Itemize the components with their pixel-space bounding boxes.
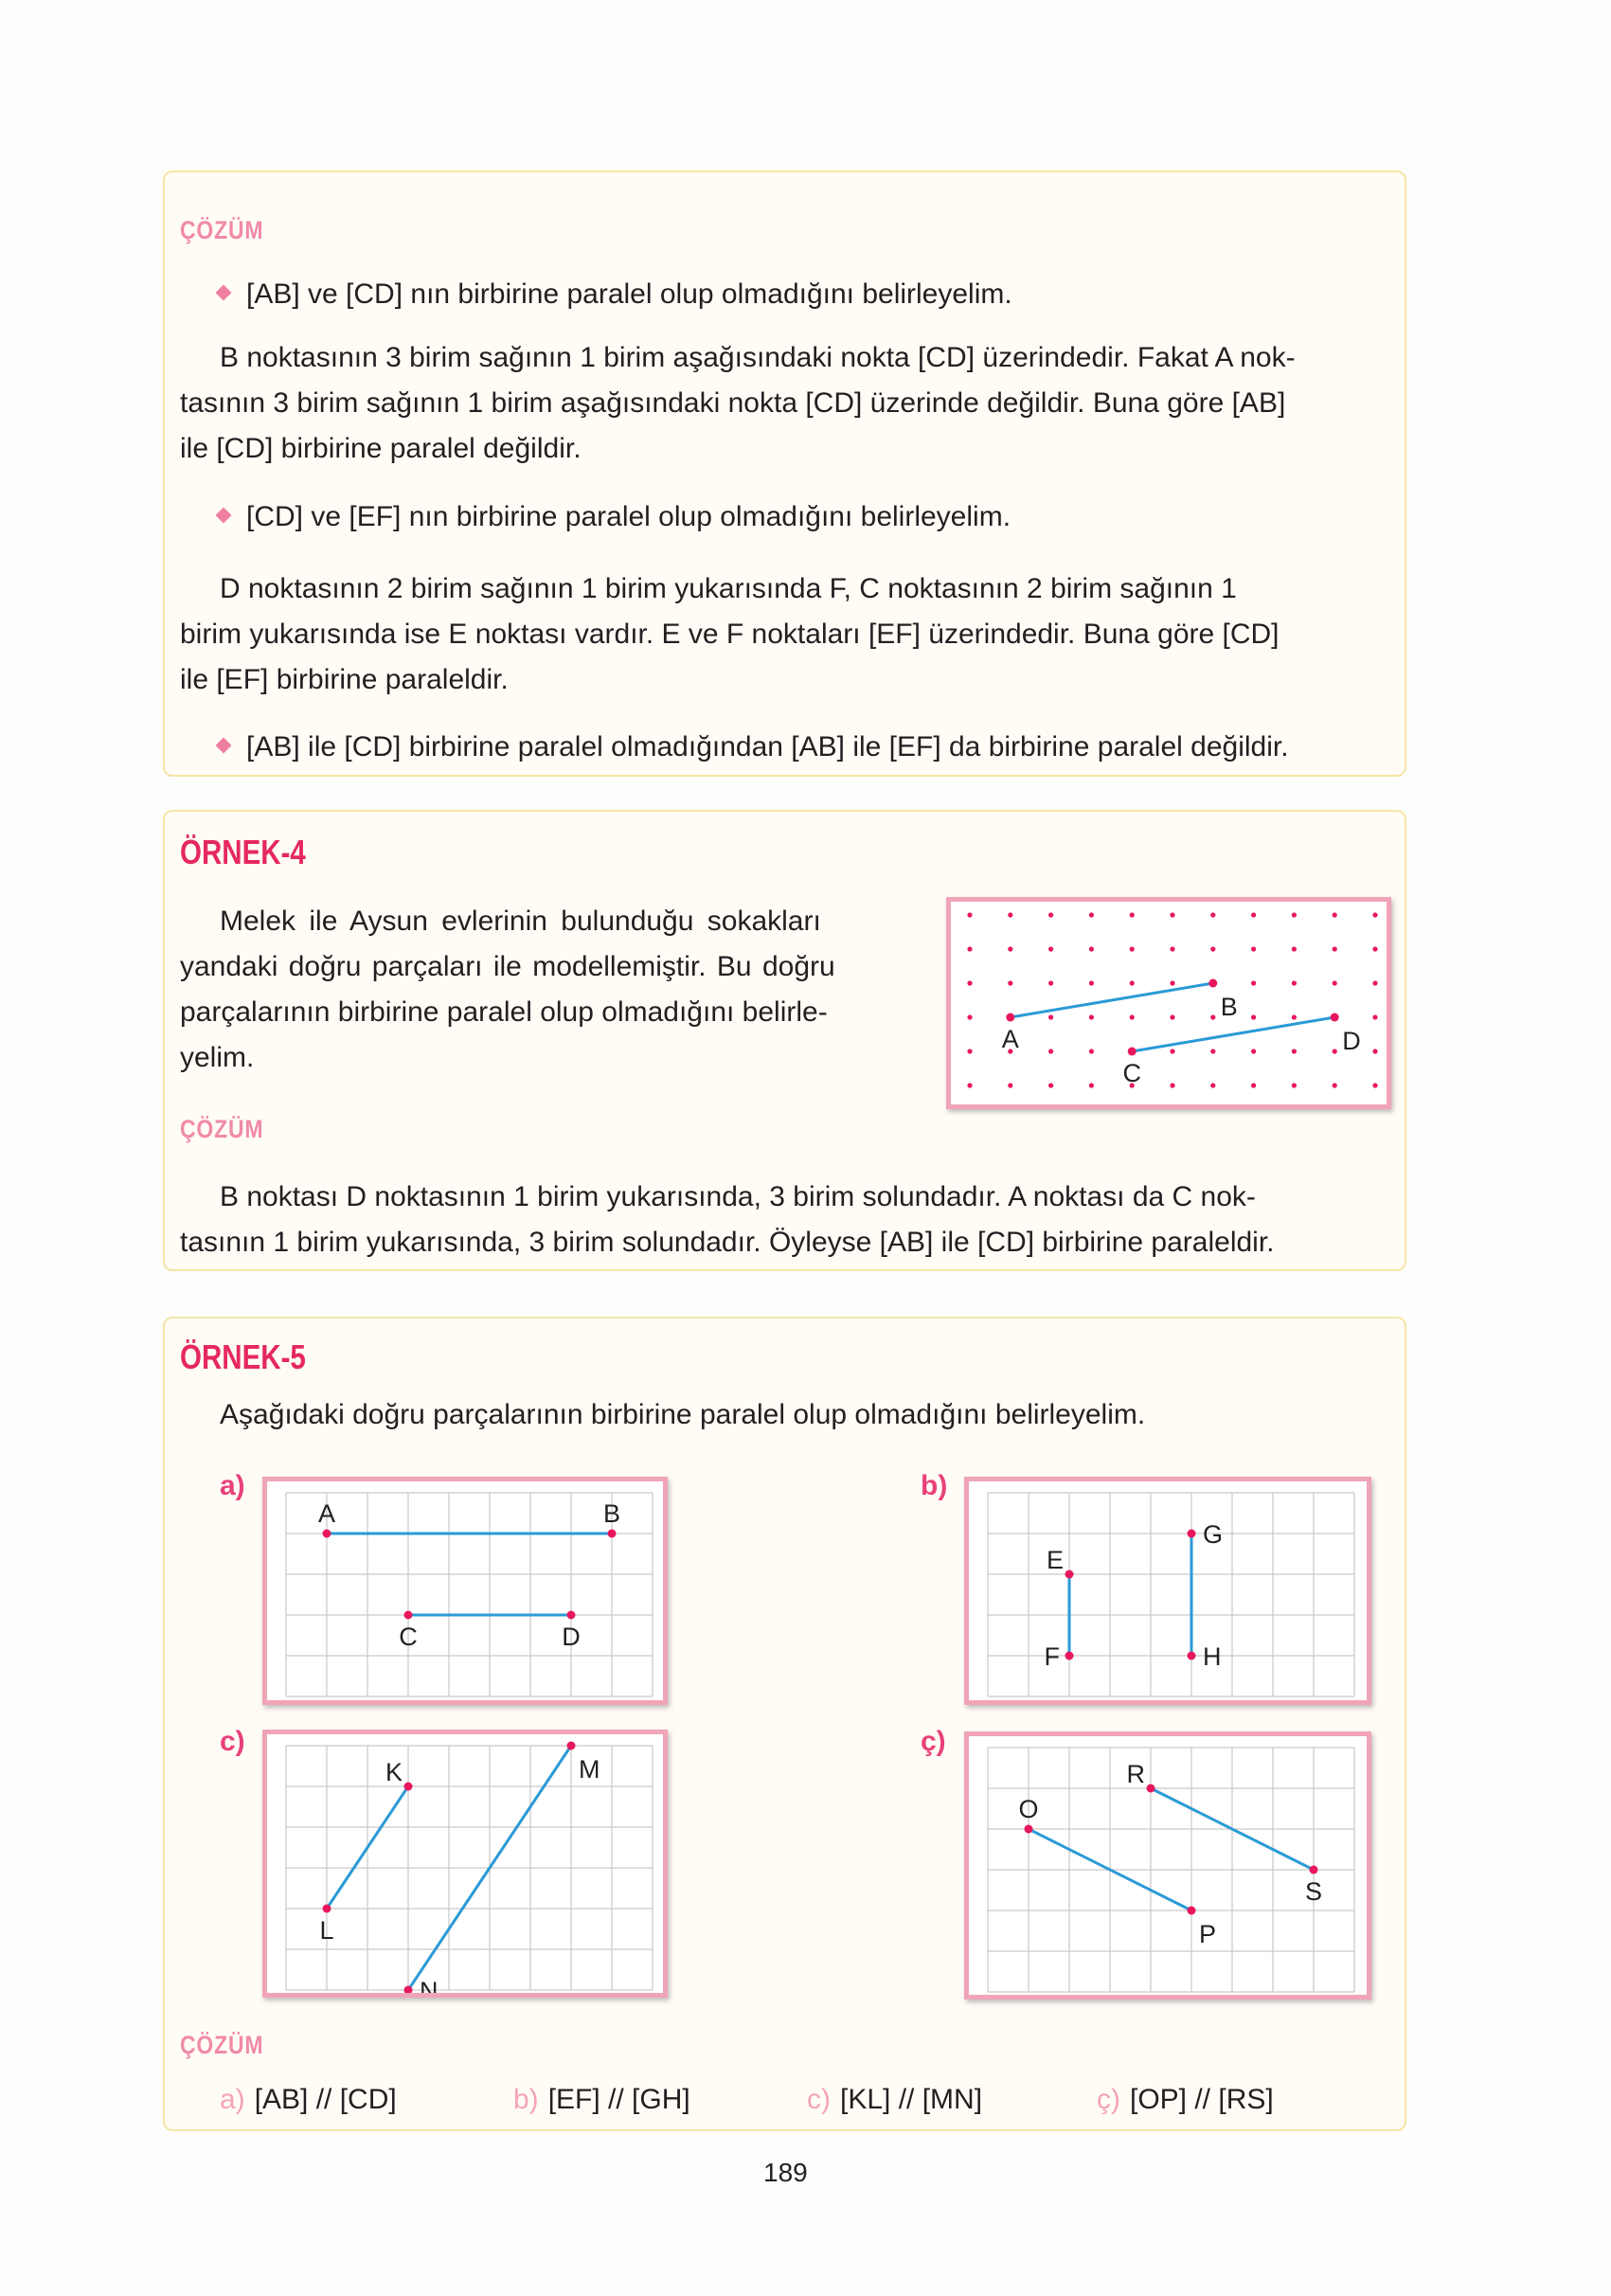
answer-label: a) (220, 2084, 245, 2115)
grid-dot (1251, 980, 1256, 985)
grid-dot (1170, 912, 1174, 917)
point-P (1188, 1907, 1196, 1915)
paragraph-line: B noktasının 3 birim sağının 1 birim aşağısındaki nokta [CD] üzerindedir. Fakat A nok- (220, 342, 1296, 373)
grid-dot (1170, 1049, 1174, 1053)
answer-c (807, 2084, 982, 2116)
point-label-K: K (385, 1758, 403, 1786)
answer-text: [AB] // [CD] (254, 2084, 397, 2115)
grid-dot (1372, 1014, 1377, 1019)
diagram-b (964, 1477, 1371, 1705)
example-5-box (163, 1317, 1406, 2131)
grid-dot (1048, 1014, 1053, 1019)
solution-box (163, 170, 1406, 777)
grid-dot (1372, 1083, 1377, 1087)
grid-dot (1089, 946, 1094, 951)
grid-dot (1130, 946, 1135, 951)
grid-dot (1089, 980, 1094, 985)
grid-svg (267, 1481, 663, 1700)
point-H (1188, 1652, 1196, 1660)
grid-dot (1130, 980, 1135, 985)
grid-dot (1333, 1049, 1337, 1053)
point-label-G: G (1203, 1520, 1224, 1549)
grid-dot (1251, 946, 1256, 951)
point-label-F: F (1044, 1642, 1060, 1671)
bullet-item (218, 731, 1289, 763)
paragraph-line: ile [EF] birbirine paraleldir. (180, 664, 509, 695)
point-label-O: O (1018, 1795, 1039, 1823)
example-5-title: ÖRNEK-5 (180, 1337, 306, 1376)
grid-dot (967, 1014, 972, 1019)
grid-svg (969, 1481, 1367, 1700)
point-R (1147, 1785, 1155, 1793)
grid-dot (1089, 1014, 1094, 1019)
diagram-c (262, 1730, 668, 1998)
grid-dot (1292, 912, 1297, 917)
bullet-text: [CD] ve [EF] nın birbirine paralel olup olmadığını belirleyelim. (246, 501, 1011, 532)
grid-dot (1089, 1083, 1094, 1087)
grid-dot (1333, 946, 1337, 951)
grid-dot (1292, 1014, 1297, 1019)
solution-line: B noktası D noktasının 1 birim yukarısında, 3 birim solundadır. A noktası da C nok- (220, 1181, 1256, 1212)
point-label-E: E (1046, 1546, 1064, 1574)
grid-dot (1170, 946, 1174, 951)
grid-dot (1210, 1083, 1215, 1087)
answer-text: [KL] // [MN] (840, 2084, 983, 2115)
point-label-D: D (562, 1623, 581, 1651)
point-K (404, 1783, 413, 1791)
grid-dot (1372, 980, 1377, 985)
answer-text: [EF] // [GH] (547, 2084, 690, 2115)
grid-svg (969, 1736, 1367, 1995)
grid-dot (967, 980, 972, 985)
grid-dot (1089, 1049, 1094, 1053)
point-A (323, 1530, 331, 1538)
grid-dot (1251, 1083, 1256, 1087)
grid-dot (967, 912, 972, 917)
grid-dot (1130, 1014, 1135, 1019)
point-label-A: A (1001, 1025, 1019, 1053)
point-label-L: L (319, 1916, 334, 1945)
point-C (404, 1611, 413, 1620)
bullet-item (218, 278, 1012, 311)
bullet-item (218, 501, 1011, 533)
solution-heading: ÇÖZÜM (180, 216, 264, 244)
point-label-H: H (1203, 1642, 1222, 1671)
diagram-c-label: c) (220, 1726, 245, 1757)
grid-dot (1333, 912, 1337, 917)
grid-dot (1251, 1014, 1256, 1019)
grid-dot (1008, 912, 1012, 917)
page-number: 189 (763, 2158, 808, 2187)
answer-label: ç) (1097, 2084, 1120, 2115)
point-label-R: R (1126, 1760, 1145, 1788)
grid-dot (1292, 1083, 1297, 1087)
point-B (1208, 979, 1217, 988)
point-A (1006, 1013, 1014, 1022)
grid-dot (1372, 1049, 1377, 1053)
question-line: Melek ile Aysun evlerinin bulunduğu sokakları (220, 906, 821, 937)
paragraph (180, 566, 1392, 703)
grid-dot (1130, 912, 1135, 917)
diagram-b-label: b) (921, 1470, 948, 1501)
example-5-question: Aşağıdaki doğru parçalarının birbirine paralel olup olmadığını belirleyelim. (220, 1399, 1146, 1430)
point-label-A: A (317, 1499, 336, 1528)
answer-text: [OP] // [RS] (1130, 2084, 1274, 2115)
paragraph-line: birim yukarısında ise E noktası vardır. E ve F noktaları [EF] üzerindedir. Buna göre [CD] (180, 619, 1280, 650)
grid-dot (1251, 1049, 1256, 1053)
point-label-B: B (602, 1499, 621, 1528)
example-4-title: ÖRNEK-4 (180, 833, 306, 871)
answer-cc (1097, 2084, 1274, 2116)
point-label-D: D (1342, 1027, 1361, 1055)
grid-dot (1008, 1083, 1012, 1087)
grid-dot (1008, 946, 1012, 951)
grid-dot (1170, 1014, 1174, 1019)
point-label-C: C (399, 1623, 418, 1651)
point-D (1331, 1013, 1339, 1022)
diamond-bullet-icon (216, 738, 232, 754)
point-label-M: M (579, 1755, 600, 1784)
diagram-a (262, 1477, 668, 1705)
dot-grid-svg (951, 902, 1387, 1104)
question-line: yandaki doğru parçaları ile modellemiştir. Bu doğru (180, 951, 835, 982)
point-F (1065, 1652, 1074, 1660)
point-D (567, 1611, 576, 1620)
grid-dot (1170, 980, 1174, 985)
point-L (323, 1905, 331, 1913)
paragraph-line: D noktasının 2 birim sağının 1 birim yukarısında F, C noktasının 2 birim sağının 1 (220, 573, 1237, 604)
paragraph-line: tasının 3 birim sağının 1 birim aşağısındaki nokta [CD] üzerinde değildir. Buna göre [AB] (180, 387, 1286, 419)
example-4-question (180, 899, 928, 1081)
point-M (567, 1742, 576, 1750)
question-line: yelim. (180, 1042, 255, 1073)
grid-dot (1008, 980, 1012, 985)
diagram-cc (964, 1731, 1371, 2000)
solution-heading: ÇÖZÜM (180, 1115, 264, 1143)
answer-a (220, 2084, 397, 2116)
grid-dot (1089, 912, 1094, 917)
point-C (1128, 1048, 1137, 1056)
point-label-C: C (1122, 1059, 1141, 1087)
diagram-cc-label: ç) (921, 1726, 946, 1757)
grid-dot (1372, 912, 1377, 917)
grid-svg (267, 1734, 663, 1993)
grid-dot (1048, 946, 1053, 951)
grid-dot (1292, 946, 1297, 951)
grid-dot (1210, 912, 1215, 917)
answer-label: b) (513, 2084, 539, 2115)
bullet-text: [AB] ile [CD] birbirine paralel olmadığından [AB] ile [EF] da birbirine paralel değildir. (246, 731, 1289, 762)
point-B (608, 1530, 617, 1538)
grid-dot (967, 1049, 972, 1053)
question-line: parçalarının birbirine paralel olup olmadığını belirle- (180, 996, 828, 1028)
diamond-bullet-icon (216, 285, 232, 301)
diamond-bullet-icon (216, 508, 232, 524)
segment-CD (1132, 1017, 1334, 1051)
paragraph-line: ile [CD] birbirine paralel değildir. (180, 433, 582, 464)
grid-dot (1048, 912, 1053, 917)
point-G (1188, 1530, 1196, 1538)
example-4-box (163, 810, 1406, 1271)
grid-dot (1333, 1083, 1337, 1087)
dot-grid-diagram (946, 897, 1391, 1109)
grid-dot (1333, 980, 1337, 985)
bullet-text: [AB] ve [CD] nın birbirine paralel olup olmadığını belirleyelim. (246, 278, 1012, 310)
grid-dot (1210, 1049, 1215, 1053)
point-label-B: B (1220, 993, 1238, 1021)
answer-b (513, 2084, 690, 2116)
grid-dot (1170, 1083, 1174, 1087)
grid-dot (967, 946, 972, 951)
grid-dot (1292, 980, 1297, 985)
grid-dot (1048, 980, 1053, 985)
grid-dot (1210, 1014, 1215, 1019)
example-4-solution (180, 1175, 1392, 1265)
grid-dot (1372, 946, 1377, 951)
grid-dot (967, 1083, 972, 1087)
paragraph (180, 335, 1392, 472)
grid-dot (1292, 1049, 1297, 1053)
answer-label: c) (807, 2084, 831, 2115)
point-S (1310, 1866, 1318, 1874)
point-label-S: S (1304, 1877, 1323, 1906)
grid-dot (1048, 1049, 1053, 1053)
diagram-a-label: a) (220, 1470, 245, 1501)
solution-line: tasının 1 birim yukarısında, 3 birim solundadır. Öyleyse [AB] ile [CD] birbirine paraleldir. (180, 1227, 1275, 1258)
grid-dot (1210, 946, 1215, 951)
solution-heading: ÇÖZÜM (180, 2031, 264, 2059)
grid-dot (1048, 1083, 1053, 1087)
point-label-P: P (1199, 1920, 1217, 1948)
grid-dot (1251, 912, 1256, 917)
point-label-N: N (420, 1977, 439, 1993)
point-E (1065, 1570, 1074, 1579)
segment-AB (1011, 983, 1213, 1017)
point-O (1025, 1825, 1033, 1834)
